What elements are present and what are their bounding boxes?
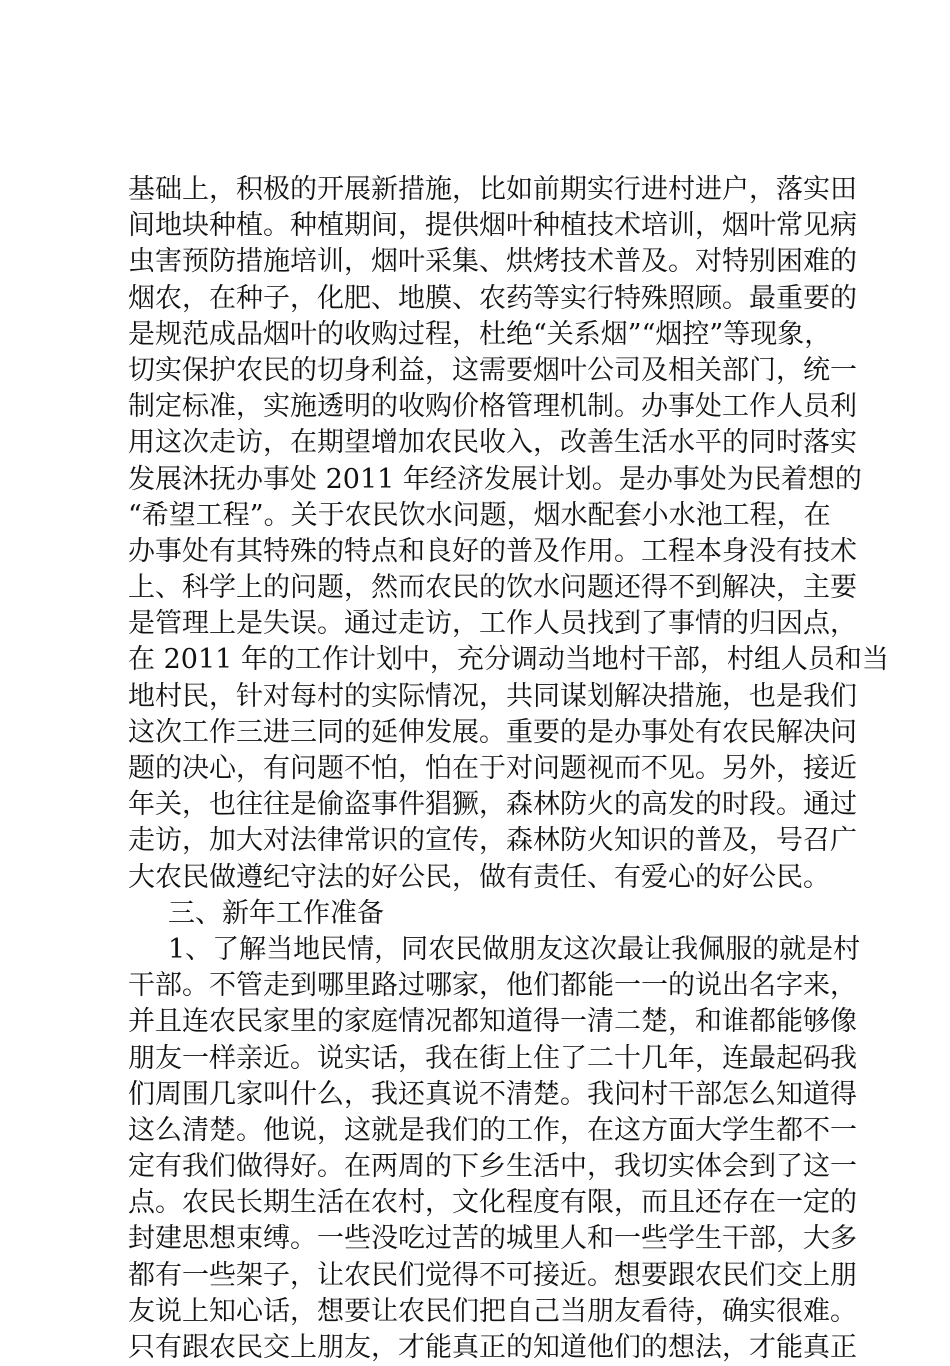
- text-line: 们周围几家叫什么，我还真说不清楚。我问村干部怎么知道得: [128, 1078, 857, 1110]
- text-line: 1、了解当地民情，同农民做朋友这次最让我佩服的就是村: [168, 933, 861, 965]
- text-line: 办事处有其特殊的特点和良好的普及作用。工程本身没有技术: [128, 535, 857, 567]
- text-line: 大农民做遵纪守法的好公民，做有责任、有爱心的好公民。: [128, 861, 830, 893]
- text-line: “希望工程”。关于农民饮水问题，烟水配套小水池工程，在: [128, 499, 831, 531]
- text-line: 制定标准，实施透明的收购价格管理机制。办事处工作人员利: [128, 391, 857, 423]
- text-line: 这么清楚。他说，这就是我们的工作，在这方面大学生都不一: [128, 1114, 857, 1146]
- text-line: 烟农，在种子，化肥、地膜、农药等实行特殊照顾。最重要的: [128, 282, 857, 314]
- text-line: 地村民，针对每村的实际情况，共同谋划解决措施，也是我们: [128, 680, 857, 712]
- text-line: 用这次走访，在期望增加农民收入，改善生活水平的同时落实: [128, 427, 857, 459]
- paragraph-2: [128, 932, 861, 1366]
- text-line: 都有一些架子，让农民们觉得不可接近。想要跟农民们交上朋: [128, 1259, 857, 1291]
- text-line: 定有我们做得好。在两周的下乡生活中，我切实体会到了这一: [128, 1151, 857, 1183]
- text-line: 虫害预防措施培训，烟叶采集、烘烤技术普及。对特别困难的: [128, 246, 857, 278]
- text-line: 友说上知心话，想要让农民们把自己当朋友看待，确实很难。: [128, 1295, 857, 1327]
- text-line: 在 2011 年的工作计划中，充分调动当地村干部，村组人员和当: [128, 644, 889, 676]
- text-line: 切实保护农民的切身利益，这需要烟叶公司及相关部门，统一: [128, 354, 857, 386]
- text-line: 基础上，积极的开展新措施，比如前期实行进村进户，落实田: [128, 174, 857, 205]
- section-heading: 三、新年工作准备: [168, 897, 384, 929]
- text-line: 间地块种植。种植期间，提供烟叶种植技术培训，烟叶常见病: [128, 210, 857, 242]
- text-line: 这次工作三进三同的延伸发展。重要的是办事处有农民解决问: [128, 716, 857, 748]
- text-line: 干部。不管走到哪里路过哪家，他们都能一一的说出名字来，: [128, 970, 857, 1002]
- text-line: 朋友一样亲近。说实话，我在街上住了二十几年，连最起码我: [128, 1042, 857, 1074]
- paragraph-1: [128, 172, 889, 896]
- text-line: 点。农民长期生活在农村，文化程度有限，而且还存在一定的: [128, 1187, 857, 1219]
- text-line: 是管理上是失误。通过走访，工作人员找到了事情的归因点，: [128, 608, 857, 640]
- text-line: 是规范成品烟叶的收购过程，杜绝“关系烟”“烟控”等现象，: [128, 318, 832, 350]
- text-line: 走访，加大对法律常识的宣传，森林防火知识的普及，号召广: [128, 825, 857, 857]
- text-line: 上、科学上的问题，然而农民的饮水问题还得不到解决，主要: [128, 572, 857, 604]
- text-line: 并且连农民家里的家庭情况都知道得一清二楚，和谁都能够像: [128, 1006, 857, 1038]
- document-page: [128, 172, 889, 1366]
- text-line: 只有跟农民交上朋友，才能真正的知道他们的想法，才能真正: [128, 1332, 857, 1363]
- text-line: 题的决心，有问题不怕，怕在于对问题视而不见。另外，接近: [128, 753, 857, 784]
- text-line: 发展沐抚办事处 2011 年经济发展计划。是办事处为民着想的: [128, 463, 862, 495]
- text-line: 年关，也往往是偷盗事件猖獗，森林防火的高发的时段。通过: [128, 789, 857, 821]
- text-line: 封建思想束缚。一些没吃过苦的城里人和一些学生干部，大多: [128, 1223, 857, 1255]
